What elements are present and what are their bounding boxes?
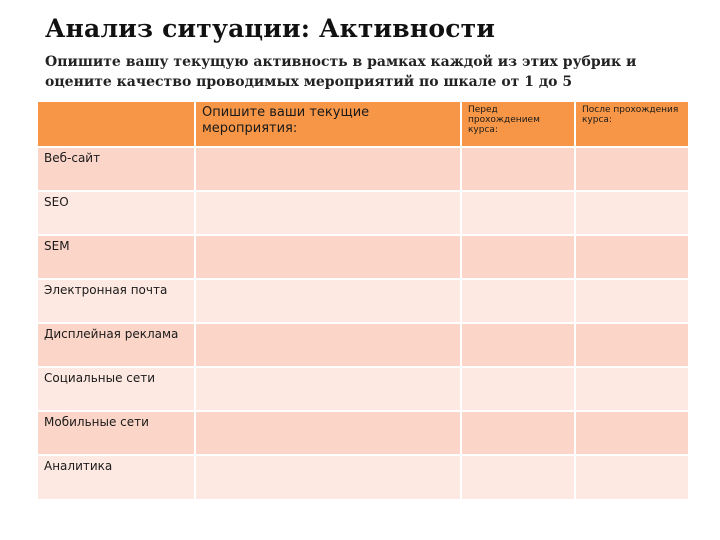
header-current-activities: Опишите ваши текущие мероприятия: bbox=[195, 101, 461, 147]
table-row bbox=[37, 323, 689, 367]
after-score-cell[interactable] bbox=[575, 455, 689, 500]
activities-cell[interactable] bbox=[195, 191, 461, 235]
table-row bbox=[37, 279, 689, 323]
activities-cell[interactable] bbox=[195, 411, 461, 455]
activities-cell[interactable] bbox=[195, 235, 461, 279]
before-score-cell[interactable] bbox=[461, 455, 575, 500]
table-row bbox=[37, 235, 689, 279]
table-header-row bbox=[37, 101, 689, 147]
after-score-cell[interactable] bbox=[575, 279, 689, 323]
activities-cell[interactable] bbox=[195, 367, 461, 411]
page-subtitle: Опишите вашу текущую активность в рамках каждой из этих рубрик и оцените качество проводимых мероприятий по шкале от 1 до 5 bbox=[45, 54, 637, 90]
activities-cell[interactable] bbox=[195, 455, 461, 500]
activities-cell[interactable] bbox=[195, 279, 461, 323]
before-score-cell[interactable] bbox=[461, 147, 575, 191]
row-label-social: Социальные сети bbox=[37, 367, 195, 411]
activities-cell[interactable] bbox=[195, 147, 461, 191]
table-row bbox=[37, 367, 689, 411]
before-score-cell[interactable] bbox=[461, 191, 575, 235]
header-before-course: Перед прохождением курса: bbox=[461, 101, 575, 147]
table-row bbox=[37, 411, 689, 455]
header-after-course: После прохождения курса: bbox=[575, 101, 689, 147]
after-score-cell[interactable] bbox=[575, 191, 689, 235]
before-score-cell[interactable] bbox=[461, 367, 575, 411]
activity-table bbox=[36, 100, 690, 501]
row-label-website: Веб-сайт bbox=[37, 147, 195, 191]
row-label-analytics: Аналитика bbox=[37, 455, 195, 500]
table-row bbox=[37, 455, 689, 500]
activities-cell[interactable] bbox=[195, 323, 461, 367]
row-label-seo: SEO bbox=[37, 191, 195, 235]
table-row bbox=[37, 147, 689, 191]
row-label-email: Электронная почта bbox=[37, 279, 195, 323]
row-label-mobile: Мобильные сети bbox=[37, 411, 195, 455]
before-score-cell[interactable] bbox=[461, 235, 575, 279]
before-score-cell[interactable] bbox=[461, 323, 575, 367]
after-score-cell[interactable] bbox=[575, 147, 689, 191]
row-label-display-ads: Дисплейная реклама bbox=[37, 323, 195, 367]
after-score-cell[interactable] bbox=[575, 367, 689, 411]
after-score-cell[interactable] bbox=[575, 235, 689, 279]
before-score-cell[interactable] bbox=[461, 411, 575, 455]
after-score-cell[interactable] bbox=[575, 323, 689, 367]
before-score-cell[interactable] bbox=[461, 279, 575, 323]
page-title: Анализ ситуации: Активности bbox=[45, 14, 496, 43]
table-row bbox=[37, 191, 689, 235]
row-label-sem: SEM bbox=[37, 235, 195, 279]
header-empty-cell bbox=[37, 101, 195, 147]
after-score-cell[interactable] bbox=[575, 411, 689, 455]
